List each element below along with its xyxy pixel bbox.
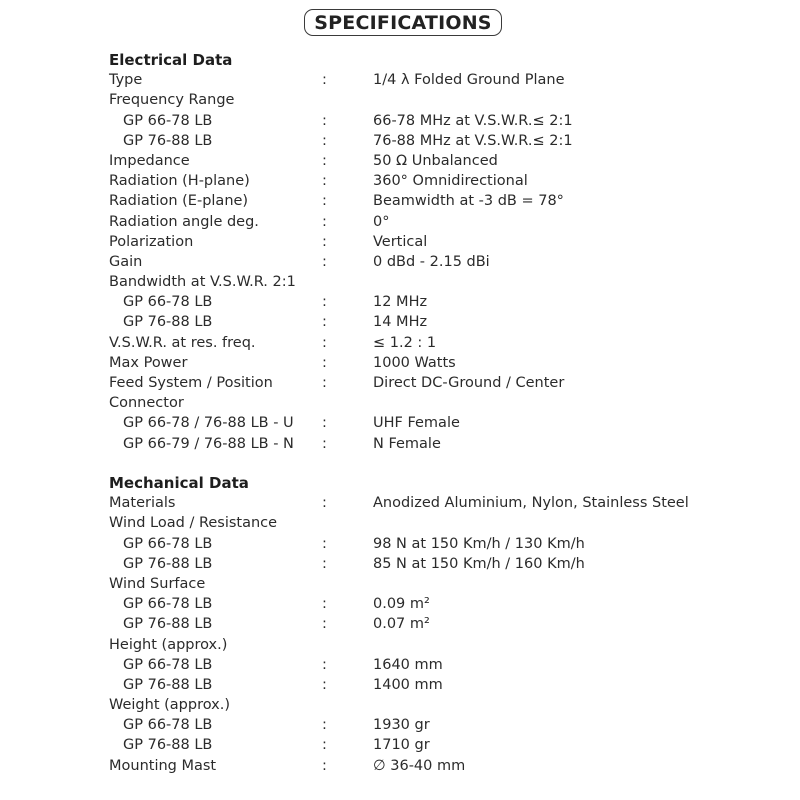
spec-label: Height (approx.) (109, 636, 228, 653)
spec-colon: : (322, 72, 327, 89)
spec-label: Radiation (H-plane) (109, 173, 250, 190)
spec-label: Wind Load / Resistance (109, 515, 278, 532)
spec-value: 1400 mm (373, 676, 443, 693)
spec-row (109, 212, 729, 232)
spec-label: GP 66-78 / 76-88 LB - U (123, 415, 294, 432)
spec-colon: : (322, 213, 327, 230)
spec-row (109, 333, 729, 353)
spec-value: 76-88 MHz at V.S.W.R.≤ 2:1 (373, 132, 573, 149)
spec-colon: : (322, 294, 327, 311)
spec-label: Frequency Range (109, 92, 235, 109)
spec-label: V.S.W.R. at res. freq. (109, 334, 256, 351)
spec-value: Vertical (373, 233, 428, 250)
spec-value: 1930 gr (373, 717, 430, 734)
spec-label: Mounting Mast (109, 757, 217, 774)
spec-value: Beamwidth at -3 dB = 78° (373, 193, 564, 210)
spec-value: 1000 Watts (373, 354, 456, 371)
spec-colon: : (322, 415, 327, 432)
spec-colon: : (322, 616, 327, 633)
spec-colon: : (322, 193, 327, 210)
spec-label: Weight (approx.) (109, 697, 230, 714)
spec-label: GP 76-88 LB (123, 676, 213, 693)
spec-colon: : (322, 375, 327, 391)
spec-row (109, 675, 729, 695)
spec-value: 1640 mm (373, 656, 443, 673)
spec-value: 0.09 m² (373, 596, 430, 613)
spec-value: 12 MHz (373, 294, 428, 311)
mechanical-data-section (109, 473, 729, 776)
spec-row (109, 151, 729, 171)
spec-row (109, 171, 729, 191)
spec-colon: : (322, 354, 327, 371)
spec-label: GP 76-88 LB (123, 616, 213, 633)
spec-label: Bandwidth at V.S.W.R. 2:1 (109, 274, 296, 291)
spec-row (109, 635, 729, 655)
spec-label: Impedance (109, 152, 190, 169)
spec-value: 98 N at 150 Km/h / 130 Km/h (373, 535, 585, 552)
spec-row (109, 534, 729, 554)
spec-row (109, 735, 729, 755)
spec-label: GP 66-78 LB (123, 112, 213, 129)
spec-value: ∅ 36-40 mm (373, 757, 466, 774)
spec-colon: : (322, 112, 327, 129)
page-title: SPECIFICATIONS (314, 11, 492, 34)
spec-row (109, 715, 729, 735)
spec-colon: : (322, 676, 327, 693)
spec-row (109, 111, 729, 131)
spec-value: 85 N at 150 Km/h / 160 Km/h (373, 555, 585, 572)
spec-colon: : (322, 152, 327, 169)
spec-colon: : (322, 253, 327, 270)
spec-label: Feed System / Position (109, 375, 273, 391)
spec-colon: : (322, 314, 327, 331)
spec-row (109, 131, 729, 151)
spec-label: Max Power (109, 354, 188, 371)
spec-value: 360° Omnidirectional (373, 173, 528, 190)
spec-row (109, 695, 729, 715)
spec-value: Direct DC-Ground / Center (373, 375, 565, 391)
spec-value: UHF Female (373, 415, 460, 432)
spec-colon: : (322, 233, 327, 250)
spec-colon: : (322, 173, 327, 190)
spec-colon: : (322, 132, 327, 149)
spec-value: 0° (373, 213, 390, 230)
spec-row (109, 272, 729, 292)
spec-label: GP 66-78 LB (123, 535, 213, 552)
spec-label: GP 66-78 LB (123, 596, 213, 613)
spec-colon: : (322, 717, 327, 734)
spec-row (109, 292, 729, 312)
spec-label: Materials (109, 495, 176, 512)
spec-value: 0.07 m² (373, 616, 430, 633)
spec-row (109, 655, 729, 675)
spec-value: 1710 gr (373, 737, 430, 754)
spec-value: 0 dBd - 2.15 dBi (373, 253, 490, 270)
spec-label: GP 66-78 LB (123, 656, 213, 673)
spec-colon: : (322, 334, 327, 351)
spec-label: GP 76-88 LB (123, 555, 213, 572)
spec-row (109, 756, 729, 776)
spec-row (109, 434, 729, 454)
spec-value: 66-78 MHz at V.S.W.R.≤ 2:1 (373, 112, 573, 129)
section-heading: Electrical Data (109, 51, 233, 69)
spec-row (109, 574, 729, 594)
specifications-title-box (304, 9, 502, 36)
spec-row (109, 554, 729, 574)
spec-label: Type (109, 72, 143, 89)
spec-label: Wind Surface (109, 575, 206, 592)
spec-row (109, 191, 729, 211)
spec-row (109, 252, 729, 272)
spec-label: GP 66-79 / 76-88 LB - N (123, 435, 294, 452)
spec-label: GP 66-78 LB (123, 717, 213, 734)
spec-colon: : (322, 656, 327, 673)
section-heading: Mechanical Data (109, 474, 249, 492)
spec-value: Anodized Aluminium, Nylon, Stainless Steel (373, 495, 689, 512)
spec-row (109, 373, 729, 393)
spec-colon: : (322, 495, 327, 512)
spec-value: N Female (373, 435, 441, 452)
spec-label: Gain (109, 253, 143, 270)
spec-row (109, 594, 729, 614)
spec-value: 1/4 λ Folded Ground Plane (373, 72, 565, 89)
spec-colon: : (322, 757, 327, 774)
spec-label: Connector (109, 395, 184, 412)
spec-colon: : (322, 435, 327, 452)
spec-row (109, 353, 729, 373)
spec-label: Polarization (109, 233, 194, 250)
spec-row (109, 393, 729, 413)
spec-row (109, 312, 729, 332)
spec-row (109, 513, 729, 533)
spec-row (109, 614, 729, 634)
spec-value: 14 MHz (373, 314, 428, 331)
spec-colon: : (322, 555, 327, 572)
spec-row (109, 413, 729, 433)
spec-colon: : (322, 535, 327, 552)
spec-row (109, 493, 729, 513)
electrical-data-section (109, 50, 729, 454)
spec-label: Radiation angle deg. (109, 213, 259, 230)
spec-label: GP 76-88 LB (123, 132, 213, 149)
spec-value: ≤ 1.2 : 1 (373, 334, 437, 351)
spec-label: GP 76-88 LB (123, 737, 213, 754)
spec-label: Radiation (E-plane) (109, 193, 249, 210)
spec-row (109, 70, 729, 90)
spec-colon: : (322, 596, 327, 613)
spec-table (109, 493, 729, 776)
spec-value: 50 Ω Unbalanced (373, 152, 498, 169)
spec-row (109, 232, 729, 252)
spec-label: GP 66-78 LB (123, 294, 213, 311)
spec-label: GP 76-88 LB (123, 314, 213, 331)
spec-colon: : (322, 737, 327, 754)
spec-table (109, 70, 729, 454)
spec-row (109, 90, 729, 110)
